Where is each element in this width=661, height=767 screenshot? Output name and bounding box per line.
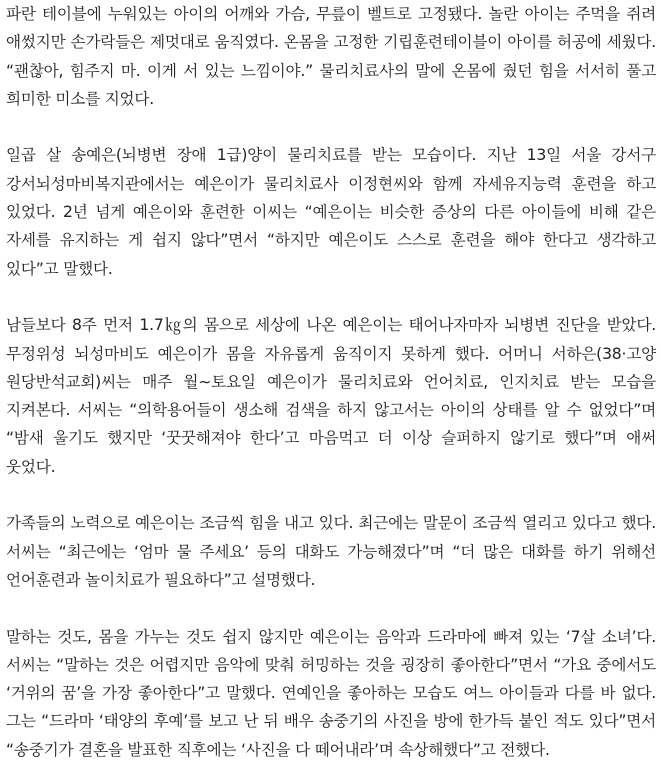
article-body xyxy=(6,0,656,764)
paragraph: 일곱 살 송예은(뇌병변 장애 1급)양이 물리치료를 받는 모습이다. 지난 13일 서울 강서구 강서뇌성마비복지관에서는 예은이가 물리치료사 이정현씨와 함께 자세유지능력 훈련을 하고 있었다. 2년 넘게 예은이와 훈련한 이씨는 “예은이는 비슷한 증상의 다른 아이들에 비해 같은 자세를 유지하는 게 쉽지 않다”면서 “하지만 예은이도 스스로 훈련을 해야 한다고 생각하고 있다”고 말했다. xyxy=(6,146,656,278)
paragraph: 파란 테이블에 누워있는 아이의 어깨와 가슴, 무릎이 벨트로 고정됐다. 놀란 아이는 주먹을 쥐려 애썼지만 손가락들은 제멋대로 움직였다. 온몸을 고정한 기립훈련테이블이 아이를 허공에 세웠다. “괜찮아, 힘주지 마. 이게 서 있는 느낌이야.” 물리치료사의 말에 온몸에 줬던 힘을 서서히 풀고 희미한 미소를 지었다. xyxy=(6,5,656,108)
paragraph: 말하는 것도, 몸을 가누는 것도 쉽지 않지만 예은이는 음악과 드라마에 빠져 있는 ‘7살 소녀’다. 서씨는 “말하는 것은 어렵지만 음악에 맞춰 허밍하는 것을 굉장히 좋아한다”면서 “가요 중에서도 ‘거위의 꿈’을 가장 좋아한다”고 말했다. 연예인을 좋아하는 모습도 여느 아이들과 다를 바 없다. 그는 “드라마 ‘태양의 후예’를 보고 난 뒤 배우 송중기의 사진을 방에 한가득 붙인 적도 있다”면서 “송중기가 결혼을 발표한 직후에는 ‘사진을 다 떼어내라’며 속상해했다”고 전했다. xyxy=(6,627,656,759)
paragraph: 가족들의 노력으로 예은이는 조금씩 힘을 내고 있다. 최근에는 말문이 조금씩 열리고 있다고 했다. 서씨는 “최근에는 ‘엄마 물 주세요’ 등의 대화도 가능해졌다”며 “더 많은 대화를 하기 위해선 언어훈련과 놀이치료가 필요하다”고 설명했다. xyxy=(6,514,656,589)
paragraph: 남들보다 8주 먼저 1.7㎏의 몸으로 세상에 나온 예은이는 태어나자마자 뇌병변 진단을 받았다. 무정위성 뇌성마비도 예은이가 몸을 자유롭게 움직이지 못하게 했다. 어머니 서하은(38·고양 원당반석교회)씨는 매주 월∼토요일 예은이가 물리치료와 언어치료, 인지치료 받는 모습을 지켜본다. 서씨는 “의학용어들이 생소해 검색을 하지 않고서는 아이의 상태를 알 수 없었다”며 “밤새 울기도 했지만 ‘꿋꿋해져야 한다’고 마음먹고 더 이상 슬퍼하지 않기로 했다”며 애써 웃었다. xyxy=(6,316,656,476)
